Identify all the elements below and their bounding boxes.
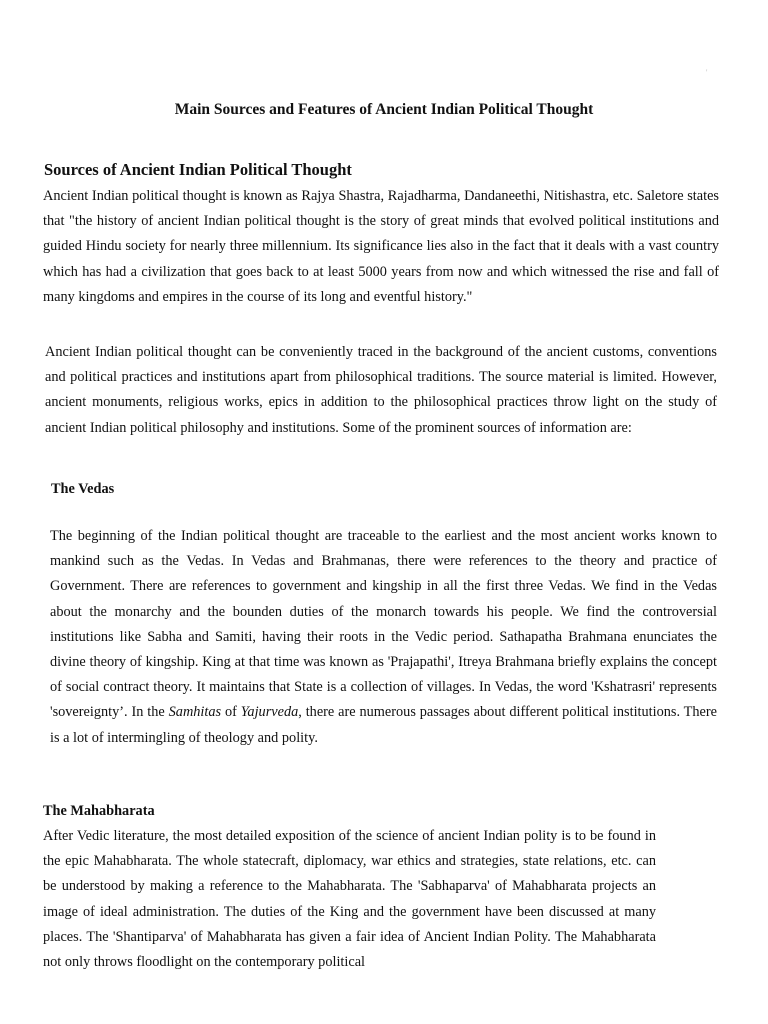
vedas-italic-samhitas: Samhitas	[168, 704, 222, 721]
page-mark: '	[706, 68, 708, 77]
paragraph-mahabharata: After Vedic literature, the most detailed exposition of the science of ancient Indian polity is to be found in the epic Mahabharata. The whole statecraft, diplomacy, war ethics and strategies, state relations, etc. can be understood by making a reference to the Mahabharata. The 'Sabhaparva' of Mahabharata projects an image of ideal administration. The duties of the King and the government have been discussed at many places. The 'Shantiparva' of Mahabharata has given a fair idea of Ancient Indian Polity. The Mahabharata not only throws floodlight on the contemporary political	[43, 828, 656, 971]
paragraph-intro: Ancient Indian political thought is known as Rajya Shastra, Rajadharma, Dandaneethi, Nitishastra, etc. Saletore states that "the history of ancient Indian political thought is the story of great minds that evolved political institutions and guided Hindu society for nearly three millennium. Its significance lies also in the fact that it deals with a vast country which has had a civilization that goes back to at least 5000 years from now and which witnessed the rise and fall of many kingdoms and empires in the course of its long and eventful history."	[43, 188, 719, 305]
vedas-text-3: , there are numerous passages about different political institutions. There is a lot of intermingling of theology and polity.	[50, 704, 718, 746]
vedas-italic-yajurveda: Yajurveda	[240, 704, 299, 721]
vedas-text-1: The beginning of the Indian political thought are traceable to the earliest and the most ancient works known to mankind such as the Vedas. In Vedas and Brahmanas, there were references to the theory and practice of Government. There are references to government and kingship in all the first three Vedas. We find in the Vedas about the monarchy and the bounden duties of the monarch towards his people. We find the controversial institutions like Sabha and Samiti, having their roots in the Vedic period. Sathapatha Brahmana enunciates the divine theory of kingship. King at that time was known as 'Prajapathi', Itreya Brahmana briefly explains the concept of social contract theory. It maintains that State is a collection of villages. In Vedas, the word 'Kshatrasri' represents 'sovereignty’. In the	[50, 528, 717, 721]
paragraph-vedas	[50, 524, 717, 751]
vedas-text-2: of	[221, 704, 241, 721]
paragraph-sources: Ancient Indian political thought can be conveniently traced in the background of the ancient customs, conventions and political practices and institutions apart from philosophical traditions. The source material is limited. However, ancient monuments, religious works, epics in addition to the philosophical practices throw light on the study of ancient Indian political philosophy and institutions. Some of the prominent sources of information are:	[45, 344, 717, 436]
subheading-mahabharata: The Mahabharata	[43, 803, 155, 819]
section-heading-sources: Sources of Ancient Indian Political Thought	[44, 160, 352, 179]
document-title: Main Sources and Features of Ancient Indian Political Thought	[174, 101, 594, 118]
subheading-vedas: The Vedas	[51, 481, 115, 497]
